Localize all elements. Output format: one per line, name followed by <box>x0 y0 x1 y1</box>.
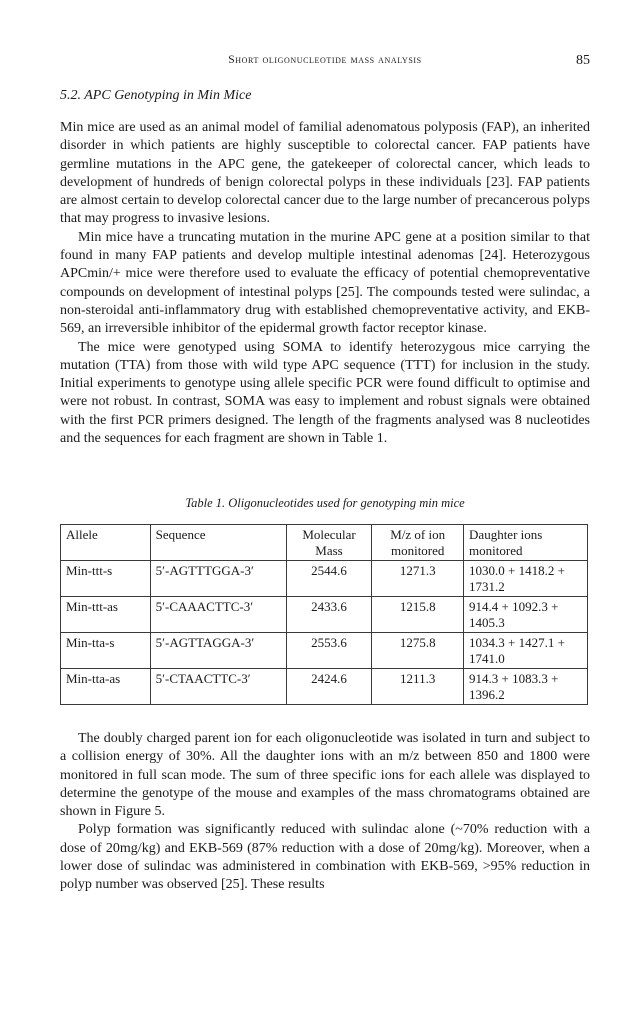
table-row <box>61 597 588 633</box>
table-cell: 1034.3 + 1427.1 + 1741.0 <box>464 633 588 669</box>
paragraph: Min mice are used as an animal model of familial adenomatous polyposis (FAP), an inherited disorder in which patients are highly susceptible to colorectal cancer. FAP patients have germline mutations in the APC gene, the gatekeeper of colorectal cancer, which leads to development of hundreds of benign colorectal polyps in these individuals [23]. FAP patients are almost certain to develop colorectal cancer due to the large number of precancerous polyps that may progress to invasive lesions. <box>60 120 590 227</box>
table-header-cell: Sequence <box>150 525 286 561</box>
table-row <box>61 633 588 669</box>
table-header-cell: Daughter ions monitored <box>464 525 588 561</box>
table-cell: 2424.6 <box>286 669 372 705</box>
table-cell: 5′-CTAACTTC-3′ <box>150 669 286 705</box>
paragraph: Polyp formation was significantly reduced with sulindac alone (~70% reduction with a dose of 20mg/kg) and EKB-569 (87% reduction with a dose of 20mg/kg). Moreover, when a lower dose of sulindac was administered in combination with EKB-569, >95% reduction in polyp number was observed [25]. These results <box>60 822 590 893</box>
table-cell: 914.4 + 1092.3 + 1405.3 <box>464 597 588 633</box>
table-cell: 1275.8 <box>372 633 464 669</box>
table-header-cell: M/z of ion monitored <box>372 525 464 561</box>
page-number: 85 <box>576 53 590 68</box>
table-cell: 1271.3 <box>372 561 464 597</box>
table-header-cell: Molecular Mass <box>286 525 372 561</box>
paragraph: Min mice have a truncating mutation in the murine APC gene at a position similar to that found in many FAP patients and develop multiple intestinal adenomas [24]. Heterozygous APCmin/+ mice were therefore used to evaluate the efficacy of potential chemopreventative compounds on development of intestinal polyps [25]. The compounds tested were sulindac, a non-steroidal anti-inflammatory drug with established chemopreventative activity, and EKB-569, an irreversible inhibitor of the epidermal growth factor receptor kinase. <box>60 229 590 337</box>
table-cell: 5′-AGTTAGGA-3′ <box>150 633 286 669</box>
table-cell: 1211.3 <box>372 669 464 705</box>
table-row <box>61 561 588 597</box>
table-cell: 5′-CAAACTTC-3′ <box>150 597 286 633</box>
table-cell: 914.3 + 1083.3 + 1396.2 <box>464 669 588 705</box>
table-header-row <box>61 525 588 561</box>
page-header <box>60 54 590 72</box>
paragraph: The doubly charged parent ion for each oligonucleotide was isolated in turn and subject to a collision energy of 30%. All the daughter ions with an m/z between 850 and 1800 were monitored in full scan mode. The sum of three specific ions for each allele was displayed to determine the genotype of the mouse and examples of the mass chromatograms obtained are shown in Figure 5. <box>60 731 590 820</box>
table-caption: Table 1. Oligonucleotides used for genotyping min mice <box>185 496 465 510</box>
table-cell: Min-ttt-s <box>61 561 151 597</box>
table-cell: Min-tta-s <box>61 633 151 669</box>
table-cell: 2553.6 <box>286 633 372 669</box>
table-cell: Min-ttt-as <box>61 597 151 633</box>
body-text-after-table <box>60 730 590 895</box>
table-header-cell: Allele <box>61 525 151 561</box>
table-cell: 5′-AGTTTGGA-3′ <box>150 561 286 597</box>
table-cell: 2544.6 <box>286 561 372 597</box>
section-heading: 5.2. APC Genotyping in Min Mice <box>60 88 252 103</box>
running-title: Short oligonucleotide mass analysis <box>228 54 422 66</box>
table-cell: Min-tta-as <box>61 669 151 705</box>
table-row <box>61 669 588 705</box>
paragraph: The mice were genotyped using SOMA to identify heterozygous mice carrying the mutation (TTA) from those with wild type APC sequence (TTT) for inclusion in the study. Initial experiments to genotype using allele specific PCR were found difficult to optimise and were not robust. In contrast, SOMA was easy to implement and robust signals were obtained with the first PCR primers designed. The length of the fragments analysed was 8 nucleotides and the sequences for each fragment are shown in Table 1. <box>60 339 590 447</box>
oligonucleotide-table <box>60 524 588 705</box>
table-cell: 2433.6 <box>286 597 372 633</box>
table-cell: 1030.0 + 1418.2 + 1731.2 <box>464 561 588 597</box>
table-cell: 1215.8 <box>372 597 464 633</box>
body-text-before-table <box>60 119 590 448</box>
